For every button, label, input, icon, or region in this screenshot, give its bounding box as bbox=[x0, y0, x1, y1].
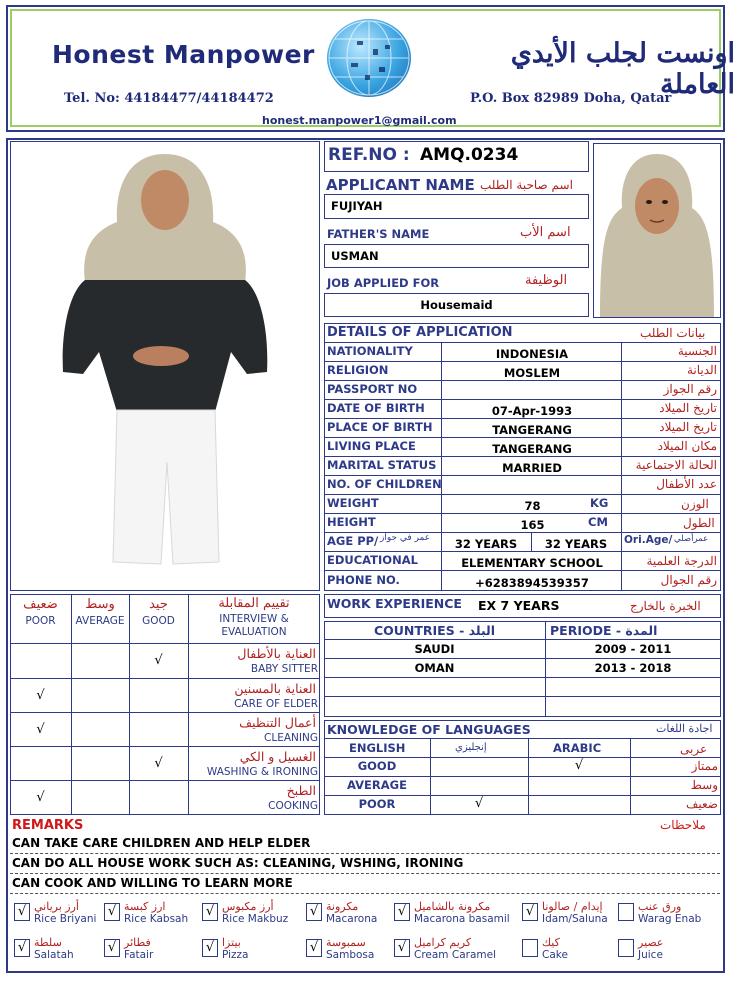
food-label-ar: كريم كراميل bbox=[414, 936, 472, 949]
header-average bbox=[71, 597, 129, 627]
skill-label-en: COOKING bbox=[268, 800, 318, 812]
remark-underline bbox=[10, 893, 720, 894]
food-checkbox[interactable]: √ bbox=[202, 939, 218, 957]
work-row-line bbox=[324, 639, 721, 640]
arabic-header: ARABIC bbox=[553, 741, 602, 755]
interview-row-line bbox=[10, 712, 320, 713]
food-label-en: Macarona basamil bbox=[414, 913, 510, 925]
details-title-ar: بيانات الطلب bbox=[640, 326, 706, 340]
detail-value: MARRIED bbox=[502, 461, 562, 475]
interview-row-line bbox=[10, 780, 320, 781]
header-evaluation bbox=[188, 596, 320, 639]
detail-label-ar: الحالة الاجتماعية bbox=[635, 458, 717, 472]
food-label-en: Warag Enab bbox=[638, 913, 702, 925]
country-value: SAUDI bbox=[414, 642, 455, 656]
weight-unit: KG bbox=[590, 496, 609, 510]
company-name-ar: اونست لجلب الأيدي العاملة bbox=[510, 38, 735, 100]
skill-label-ar: أعمال التنظيف bbox=[239, 715, 316, 730]
food-checkbox[interactable]: √ bbox=[522, 903, 538, 921]
poor-mark: √ bbox=[36, 688, 45, 703]
remarks-label: REMARKS bbox=[12, 818, 84, 833]
good-mark: √ bbox=[154, 653, 163, 668]
ori-age-label: Ori.Age/ bbox=[624, 534, 673, 546]
detail-label: NATIONALITY bbox=[327, 344, 413, 358]
education-label: EDUCATIONAL bbox=[327, 553, 418, 567]
interview-row-line bbox=[10, 643, 320, 644]
ref-label: REF.NO : bbox=[328, 145, 410, 165]
father-name-label: FATHER'S NAME bbox=[327, 227, 430, 241]
ref-number: AMQ.0234 bbox=[420, 145, 519, 165]
skill-label-en: CLEANING bbox=[264, 732, 318, 744]
interview-row-line bbox=[10, 678, 320, 679]
detail-label-ar: رقم الجواز bbox=[663, 382, 717, 396]
food-label-en: Macarona bbox=[326, 913, 378, 925]
english-mark: √ bbox=[474, 796, 484, 811]
detail-label-ar: الديانة bbox=[686, 363, 717, 377]
phone-label: PHONE NO. bbox=[327, 573, 400, 587]
father-name-label-ar: اسم الأب bbox=[520, 225, 571, 240]
english-header-ar: إنجليزي bbox=[455, 742, 487, 753]
food-checkbox[interactable] bbox=[618, 903, 634, 921]
detail-value: INDONESIA bbox=[495, 347, 569, 361]
details-row-line bbox=[324, 361, 721, 362]
arabic-header-ar: عربى bbox=[680, 742, 708, 756]
job-applied-label: JOB APPLIED FOR bbox=[327, 276, 440, 290]
detail-label: PLACE OF BIRTH bbox=[327, 420, 433, 434]
skill-label-ar: العناية بالأطفال bbox=[237, 646, 316, 661]
header-poor bbox=[10, 597, 71, 627]
remark-underline bbox=[10, 853, 720, 854]
work-row-line bbox=[324, 677, 721, 678]
height-label: HEIGHT bbox=[327, 515, 376, 529]
applicant-name-value: FUJIYAH bbox=[331, 199, 383, 213]
header-average-ar: وسط bbox=[85, 597, 115, 612]
details-row-line bbox=[324, 513, 721, 514]
details-row-line bbox=[324, 437, 721, 438]
countries-header: COUNTRIES - البلد bbox=[373, 623, 496, 638]
header-evaluation-ar: تقييم المقابلة bbox=[218, 596, 290, 611]
skill-label-ar: الغسيل و الكي bbox=[239, 749, 316, 764]
weight-value: 78 bbox=[524, 499, 541, 513]
detail-value: TANGERANG bbox=[492, 442, 572, 456]
header-good-ar: جيد bbox=[149, 597, 168, 612]
details-row-line bbox=[324, 399, 721, 400]
food-label-ar: سمبوسة bbox=[326, 936, 366, 949]
detail-label: MARITAL STATUS bbox=[327, 458, 437, 472]
header-average-en: AVERAGE bbox=[75, 615, 125, 627]
detail-label: PASSPORT NO bbox=[327, 382, 418, 396]
food-label-ar: أرز برياني bbox=[34, 900, 79, 913]
food-label-en: Rice Makbuz bbox=[222, 913, 289, 925]
detail-label-ar: الجنسية bbox=[677, 344, 717, 358]
level-label: POOR bbox=[358, 797, 396, 811]
skill-label-ar: العناية بالمسنين bbox=[234, 681, 316, 696]
height-label-ar: الطول bbox=[683, 516, 715, 530]
weight-label-ar: الوزن bbox=[681, 497, 709, 511]
age-label-ar: عمر في جواز bbox=[380, 533, 431, 543]
food-label-en: Salatah bbox=[34, 949, 74, 961]
food-label-ar: مكرونة bbox=[326, 900, 359, 913]
food-label-en: Pizza bbox=[222, 949, 249, 961]
detail-value: 07-Apr-1993 bbox=[491, 404, 573, 418]
languages-title-ar: اجادة اللغات bbox=[656, 722, 713, 735]
full-body-photo bbox=[10, 141, 320, 591]
details-row-line bbox=[324, 456, 721, 457]
detail-label: NO. OF CHILDREN bbox=[327, 477, 442, 491]
age-original-value: 32 YEARS bbox=[544, 537, 608, 551]
level-label: AVERAGE bbox=[347, 778, 407, 792]
food-checkbox[interactable]: √ bbox=[14, 903, 30, 921]
food-label-ar: بيتزا bbox=[222, 936, 241, 949]
job-applied-value: Housemaid bbox=[420, 298, 493, 312]
detail-value: MOSLEM bbox=[503, 366, 561, 380]
languages-row-line bbox=[324, 738, 721, 739]
country-value: OMAN bbox=[414, 661, 455, 675]
details-row-line bbox=[324, 494, 721, 495]
food-label-ar: كيك bbox=[542, 936, 560, 949]
work-experience-label: WORK EXPERIENCE bbox=[327, 596, 462, 611]
food-label-en: Juice bbox=[638, 949, 663, 961]
food-checkbox[interactable] bbox=[618, 939, 634, 957]
interview-row-line bbox=[10, 746, 320, 747]
detail-label-ar: تاريخ الميلاد bbox=[659, 420, 717, 434]
work-experience-value: EX 7 YEARS bbox=[478, 598, 560, 613]
food-checkbox[interactable]: √ bbox=[306, 939, 322, 957]
work-row-line bbox=[324, 696, 721, 697]
remark-line: CAN DO ALL HOUSE WORK SUCH AS: CLEANING, WSHING, IRONING bbox=[12, 856, 464, 870]
education-value: ELEMENTARY SCHOOL bbox=[461, 556, 603, 570]
level-label: GOOD bbox=[357, 759, 397, 773]
details-title: DETAILS OF APPLICATION bbox=[327, 325, 513, 340]
detail-label-ar: عدد الأطفال bbox=[656, 477, 717, 491]
food-label-en: Fatair bbox=[124, 949, 154, 961]
food-label-ar: أرز مكبوس bbox=[222, 900, 274, 913]
details-row-line bbox=[324, 551, 721, 552]
period-header: PERIODE - المدة bbox=[550, 623, 658, 638]
height-value: 165 bbox=[520, 518, 545, 532]
telephone: Tel. No: 44184477/44184472 bbox=[64, 91, 274, 106]
remark-line: CAN TAKE CARE CHILDREN AND HELP ELDER bbox=[12, 836, 311, 850]
father-name-value: USMAN bbox=[331, 249, 379, 263]
language-row-line bbox=[324, 757, 721, 758]
food-checkbox[interactable]: √ bbox=[306, 903, 322, 921]
age-divider bbox=[531, 532, 532, 551]
detail-label-ar: تاريخ الميلاد bbox=[659, 401, 717, 415]
languages-title: KNOWLEDGE OF LANGUAGES bbox=[327, 722, 531, 737]
remark-line: CAN COOK AND WILLING TO LEARN MORE bbox=[12, 876, 293, 890]
interview-col-divider bbox=[71, 594, 72, 815]
phone-value: +6283894539357 bbox=[475, 576, 589, 590]
food-checkbox[interactable]: √ bbox=[14, 939, 30, 957]
job-applied-label-ar: الوظيفة bbox=[525, 273, 568, 288]
food-label-ar: سلطة bbox=[34, 936, 62, 949]
phone-label-ar: رقم الجوال bbox=[660, 573, 717, 587]
details-row-line bbox=[324, 418, 721, 419]
food-label-en: Rice Kabsah bbox=[124, 913, 189, 925]
skill-label-en: CARE OF ELDER bbox=[234, 698, 318, 710]
period-value: 2009 - 2011 bbox=[594, 642, 672, 656]
level-label-ar: وسط bbox=[690, 778, 718, 792]
food-checkbox[interactable] bbox=[522, 939, 538, 957]
level-label-ar: ضعيف bbox=[685, 797, 718, 811]
details-row-line bbox=[324, 380, 721, 381]
food-checkbox[interactable]: √ bbox=[104, 903, 120, 921]
skill-label-ar: الطبخ bbox=[286, 783, 316, 798]
food-label-ar: إيدام / صالونا bbox=[542, 900, 603, 913]
detail-label: LIVING PLACE bbox=[327, 439, 416, 453]
age-label: AGE PP/ bbox=[327, 534, 379, 548]
food-label-en: Cream Caramel bbox=[414, 949, 497, 961]
weight-label: WEIGHT bbox=[327, 496, 379, 510]
email: honest.manpower1@gmail.com bbox=[262, 114, 457, 127]
work-experience-label-ar: الخبرة بالخارج bbox=[630, 599, 701, 613]
detail-label: DATE OF BIRTH bbox=[327, 401, 425, 415]
food-label-en: Cake bbox=[542, 949, 568, 961]
interview-col-divider bbox=[129, 594, 130, 815]
header-poor-en: POOR bbox=[25, 615, 56, 627]
header-poor-ar: ضعيف bbox=[23, 597, 58, 612]
globe-logo-icon bbox=[327, 19, 411, 97]
food-checkbox[interactable]: √ bbox=[104, 939, 120, 957]
poor-mark: √ bbox=[36, 722, 45, 737]
food-checkbox[interactable]: √ bbox=[394, 939, 410, 957]
po-box: P.O. Box 82989 Doha, Qatar bbox=[470, 91, 672, 106]
food-checkbox[interactable]: √ bbox=[202, 903, 218, 921]
period-value: 2013 - 2018 bbox=[594, 661, 672, 675]
company-name-en: Honest Manpower bbox=[52, 40, 315, 69]
details-row-line bbox=[324, 342, 721, 343]
poor-mark: √ bbox=[36, 790, 45, 805]
education-label-ar: الدرجة العلمية bbox=[646, 554, 717, 568]
language-row-line bbox=[324, 776, 721, 777]
food-label-en: Rice Briyani bbox=[34, 913, 97, 925]
height-unit: CM bbox=[588, 515, 608, 529]
food-label-ar: فطائر bbox=[124, 936, 151, 949]
details-row-line bbox=[324, 570, 721, 571]
food-label-ar: عصير bbox=[638, 936, 664, 949]
age-pp-value: 32 YEARS bbox=[454, 537, 518, 551]
passport-photo bbox=[593, 143, 721, 318]
food-label-ar: ورق عنب bbox=[638, 900, 682, 913]
food-label-ar: ارز كبسة bbox=[124, 900, 166, 913]
details-row-line bbox=[324, 475, 721, 476]
skill-label-en: WASHING & IRONING bbox=[206, 766, 318, 778]
detail-value: TANGERANG bbox=[492, 423, 572, 437]
skill-label-en: BABY SITTER bbox=[250, 663, 318, 675]
header-good bbox=[129, 597, 188, 627]
applicant-name-label: APPLICANT NAME bbox=[326, 176, 475, 194]
level-label-ar: ممتاز bbox=[691, 759, 718, 773]
ori-age-label-ar: عمرأصلي bbox=[674, 534, 709, 544]
food-label-en: Sambosa bbox=[326, 949, 375, 961]
remarks-label-ar: ملاحظات bbox=[660, 818, 706, 832]
applicant-name-label-ar: اسم صاحبة الطلب bbox=[480, 178, 573, 192]
food-label-ar: مكرونة بالشاميل bbox=[414, 900, 491, 913]
food-label-en: Idam/Saluna bbox=[542, 913, 608, 925]
good-mark: √ bbox=[154, 756, 163, 771]
detail-label: RELIGION bbox=[327, 363, 389, 377]
header-evaluation-en: INTERVIEW & EVALUATION bbox=[219, 613, 289, 638]
work-row-line bbox=[324, 658, 721, 659]
food-checkbox[interactable]: √ bbox=[394, 903, 410, 921]
english-header: ENGLISH bbox=[349, 741, 406, 755]
remark-underline bbox=[10, 873, 720, 874]
arabic-mark: √ bbox=[574, 758, 584, 773]
header-good-en: GOOD bbox=[142, 615, 175, 627]
detail-label-ar: مكان الميلاد bbox=[657, 439, 717, 453]
